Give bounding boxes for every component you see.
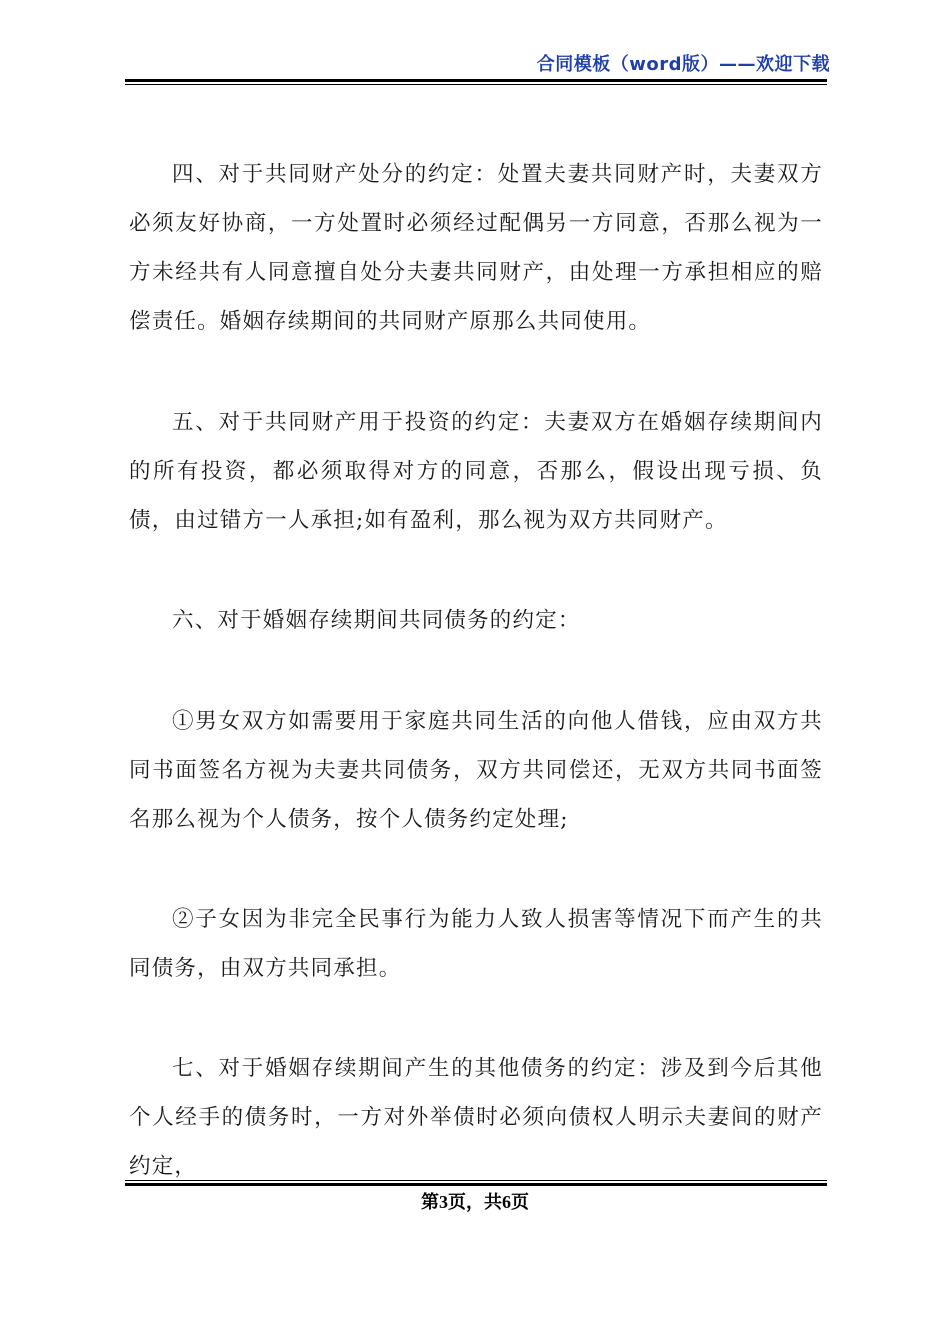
paragraph-joint-debt-item-1: ①男女双方如需要用于家庭共同生活的向他人借钱，应由双方共同书面签名方视为夫妻共同债务，双方共同偿还，无双方共同书面签名那么视为个人债务，按个人债务约定处理; xyxy=(129,709,823,832)
footer-rule-thick xyxy=(125,1183,827,1186)
header-title: 合同模板（word版）——欢迎下载 xyxy=(536,54,830,75)
paragraph-property-disposal: 四、对于共同财产处分的约定：处置夫妻共同财产时，夫妻双方必须友好协商，一方处置时必须经过配偶另一方同意，否那么视为一方未经共有人同意擅自处分夫妻共同财产，由处理一方承担相应的赔偿责任。婚姻存续期间的共同财产原那么共同使用。 xyxy=(129,162,823,334)
header-rule-thin xyxy=(125,84,827,85)
page-number: 第3页，共6页 xyxy=(421,1192,529,1212)
paragraph-other-debts: 七、对于婚姻存续期间产生的其他债务的约定：涉及到今后其他个人经手的债务时，一方对外举债时必须向债权人明示夫妻间的财产约定， xyxy=(129,1056,823,1179)
paragraph-property-investment: 五、对于共同财产用于投资的约定：夫妻双方在婚姻存续期间内的所有投资，都必须取得对方的同意，否那么，假设出现亏损、负债，由过错方一人承担;如有盈利，那么视为双方共同财产。 xyxy=(129,410,823,533)
paragraph-joint-debt-item-2: ②子女因为非完全民事行为能力人致人损害等情况下而产生的共同债务，由双方共同承担。 xyxy=(129,907,823,981)
header-rule-thick xyxy=(125,79,827,82)
footer-rule-thin xyxy=(125,1180,827,1181)
paragraph-joint-debt-heading: 六、对于婚姻存续期间共同债务的约定： xyxy=(172,608,581,633)
